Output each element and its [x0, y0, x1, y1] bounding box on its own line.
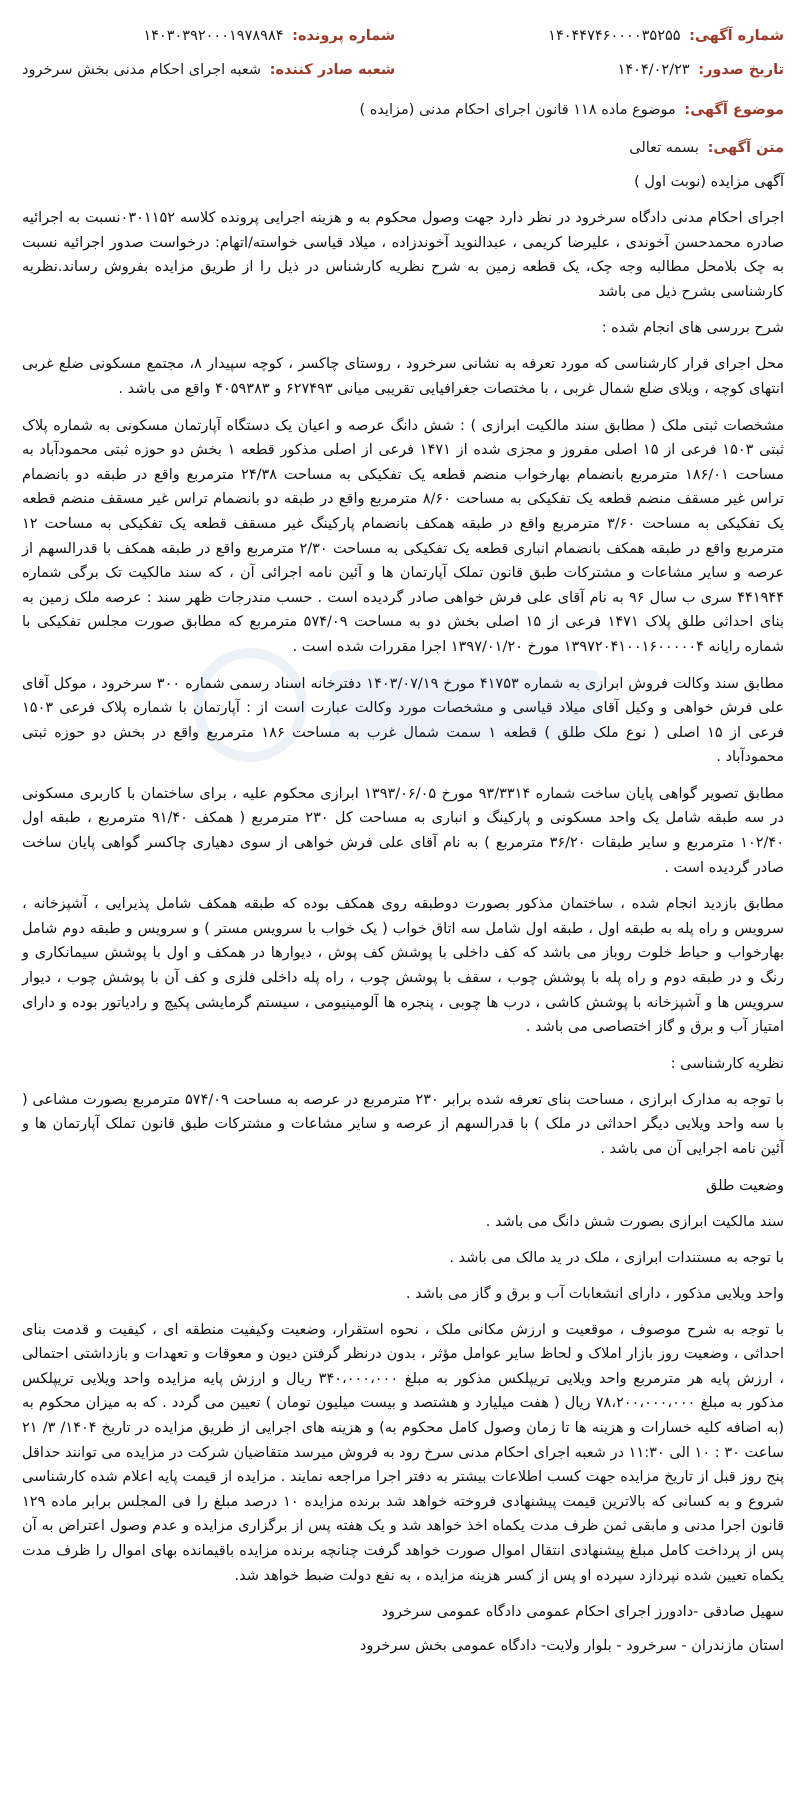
- section-heading-opinion: نظریه کارشناسی :: [670, 1055, 784, 1072]
- notice-subject: [22, 98, 784, 122]
- line-deed: سند مالکیت ابرازی بصورت شش دانگ می باشد .: [485, 1213, 784, 1230]
- case-number: [22, 24, 395, 48]
- body-label: متن آگهی:: [707, 140, 784, 156]
- paragraph-inspection: مطابق بازدید انجام شده ، ساختمان مذکور بصورت دوطبقه روی همکف بوده که طبقه همکف شامل پذیرایی ، آشپزخانه ، سرویس و راه پله به طبقه اول ، طبقه اول شامل سه اتاق خواب ( یک خواب با سرویس مستر ) و سرویس و طبقه دوم شامل بهارخواب و حیاط خلوت روباز می باشد که کف داخلی با پوشش کف پوش ، دیوارها در همکف و اول با پوشش سیمانکاری و رنگ و در طبقه دوم و راه پله با پوشش چوب ، سقف با پوشش چوب ، راه پله داخلی فلزی و کف آن با پوشش چوب ، دیوار سرویس ها و آشپزخانه با پوشش کاشی ، درب ها چوبی ، پنجره ها آلومینیومی ، سیستم گرمایشی پکیچ و رادیاتور بوده و دارای امتیاز آب و برق و گاز اختصاصی می باشد .: [22, 896, 784, 1036]
- issuer: [22, 58, 395, 82]
- issue-date-value: ۱۴۰۴/۰۲/۲۳: [617, 62, 690, 78]
- notice-body-header: [22, 136, 784, 160]
- paragraph-power-of-attorney: مطابق سند وکالت فروش ابرازی به شماره ۴۱۷۵۳ مورخ ۱۴۰۳/۰۷/۱۹ دفترخانه اسناد رسمی شماره ۳۰۰ سرخرود ، موکل آقای علی فرش خواهی و وکیل آقای میلاد قیاسی و مشخصات مورد وکالت عبارت است از : آپارتمان با شماره پلاک فرعی ۱۵۰۳ فرعی از ۱۵ اصلی ( نوع ملک طلق ) قطعه ۱ سمت شمال غرب به مساحت ۱۸۶ مترمربع واقع در بخش دو حوزه ثبتی محمودآباد .: [22, 675, 784, 766]
- section-heading-review: شرح بررسی های انجام شده :: [601, 320, 784, 337]
- body-title: بسمه تعالی: [629, 140, 699, 156]
- issue-date: [548, 58, 784, 82]
- header-meta: [22, 24, 784, 82]
- line-status: وضعیت طلق: [706, 1177, 784, 1194]
- line-utilities: واحد ویلایی مذکور ، دارای انشعابات آب و برق و گاز می باشد .: [405, 1285, 784, 1302]
- subject-label: موضوع آگهی:: [684, 102, 784, 118]
- signature-address: استان مازندران - سرخرود - بلوار ولایت- دادگاه عمومی بخش سرخرود: [359, 1638, 784, 1655]
- ad-number-value: ۱۴۰۴۴۷۴۶۰۰۰۰۳۵۲۵۵: [548, 28, 681, 44]
- header-left-column: [22, 24, 395, 82]
- paragraph-registration: مشخصات ثبتی ملک ( مطابق سند مالکیت ابرازی ) : شش دانگ عرصه و اعیان یک دستگاه آپارتمان مسکونی به شماره پلاک ثبتی ۱۵۰۳ فرعی از ۱۵ اصلی مفروز و مجزی شده از ۱۴۷۱ فرعی از اصلی مذکور قطعه ۱ بخش دو حوزه ثبتی محمودآباد به مساحت ۱۸۶/۰۱ مترمربع بانضمام بهارخواب منضم قطعه یک تفکیکی به مساحت ۲۴/۳۸ مترمربع واقع در طبقه دو بانضمام تراس غیر مسقف منضم قطعه یک تفکیکی به مساحت ۸/۶۰ مترمربع واقع در طبقه دو بانضمام تراس غیر مسقف منضم قطعه یک تفکیکی به مساحت ۳/۶۰ مترمربع واقع در طبقه همکف بانضمام پارکینگ غیر مسقف قطعه یک تفکیکی به مساحت ۱۲ مترمربع واقع در طبقه همکف بانضمام انباری قطعه یک تفکیکی به مساحت ۲/۳۰ مترمربع واقع در طبقه همکف با قدرالسهم از عرصه و سایر مشاعات و مشترکات طبق قانون تملک آپارتمان ها و آئین نامه اجرائی آن ، که سند مالکیت تک برگی شماره ۴۴۱۹۴۴ سری ب سال ۹۶ به نام آقای علی فرش خواهی صادر گردیده است . حسب مندرجات ظهر سند : عرصه ملک زمین به بنای احداثی طلق پلاک ۱۴۷۱ فرعی از ۱۵ اصلی بخش دو به مساحت ۵۷۴/۰۹ مترمربع که مطابق صورت مجلس تفکیکی با شماره رایانه ۱۳۹۷۲۰۴۱۰۰۱۶۰۰۰۰۰۴ مورخ ۱۳۹۷/۰۱/۲۰ اجرا مقررات شده است .: [22, 417, 785, 655]
- paragraph-location: محل اجرای قرار کارشناسی که مورد تعرفه به نشانی سرخرود ، روستای چاکسر ، کوچه سپیدار ۸، مجتمع مسکونی ضلع غربی انتهای کوچه ، ویلای ضلع شمال غربی ، با مختصات جغرافیایی تقریبی میانی ۶۲۷۴۹۳ و ۴۰۵۹۳۸۳ واقع می باشد .: [22, 356, 784, 397]
- ad-number-label: شماره آگهی:: [689, 28, 784, 44]
- line-possession: با توجه به مستندات ابرازی ، ملک در ید مالک می باشد .: [449, 1249, 784, 1266]
- header-right-column: [548, 24, 784, 82]
- subject-text: موضوع ماده ۱۱۸ قانون اجرای احکام مدنی (مزایده ): [359, 102, 676, 118]
- issuer-value: شعبه اجرای احکام مدنی بخش سرخرود: [22, 62, 262, 78]
- signature-name: سهیل صادقی -دادورز اجرای احکام عمومی دادگاه عمومی سرخرود: [381, 1604, 784, 1621]
- paragraph-opinion: با توجه به مدارک ابرازی ، مساحت بنای تعرفه شده برابر ۲۳۰ مترمربع در عرصه به مساحت ۵۷۴/۰۹ مترمربع بصورت مشاعی ( با سه واحد ویلایی دیگر احداثی در ملک ) با قدرالسهم از عرصه و سایر مشاعات و مشترکات طبق قانون تملک آپارتمان ها و آئین نامه اجرایی آن می باشد .: [22, 1091, 785, 1157]
- paragraph-valuation-and-terms: با توجه به شرح موصوف ، موقعیت و ارزش مکانی ملک ، نحوه استقرار، وضعیت وکیفیت منطقه ای ، کیفیت و قدمت بنای احداثی ، وضعیت روز بازار املاک و لحاظ سایر عوامل مؤثر ، بدون درنظر گرفتن دیون و معوقات و تعهدات و بازداشتی احتمالی ، ارزش پایه هر مترمربع واحد ویلایی تریپلکس مذکور به مبلغ ۳۴۰،۰۰۰،۰۰۰ ریال و ارزش پایه مزایده واحد ویلایی تریپلکس مذکور به مبلغ ۷۸،۲۰۰،۰۰۰،۰۰۰ ریال ( هفت میلیارد و هشتصد و بیست میلیون تومان ) تعیین می گردد . که به میزان محکوم به (به اضافه کلیه خسارات و هزینه ها تا زمان وصول کامل محکوم به) و هزینه های اجرایی از طریق مزایده در تاریخ ۱۴۰۴/ ۳/ ۲۱ ساعت ۳۰ : ۱۰ الی ۱۱:۳۰ در شعبه اجرای احکام مدنی سرخ رود به فروش میرسد متقاضیان شرکت در مزایده می توانند حداقل پنج روز قبل از تاریخ مزایده جهت کسب اطلاعات بیشتر به دفتر اجرا مراجعه نمایند . مزایده از قیمت پایه اعلام شده کارشناسی شروع و به کسانی که بالاترین قیمت پیشنهادی فروخته خواهد شد برنده مزایده ۱۰ درصد مبلغ را فی المجلس برابر ماده ۱۲۹ قانون اجرا مدنی و مابقی ثمن ظرف مدت یکماه اخذ خواهد شد و یک هفته پس از برگزاری مزایده و عدم وصول اعتراض به آن پس از پرداخت کامل مبلغ پیشنهادی انتقال اموال صورت خواهد گرفت چنانچه برنده مزایده باقیمانده بهای اموال را ظرف مدت یکماه تعیین شده نپردازد سپرده او پس از کسر هزینه مزایده ، به نفع دولت ضبط خواهد شد.: [22, 1321, 785, 1584]
- issuer-label: شعبه صادر کننده:: [269, 62, 396, 78]
- paragraph-intro: اجرای احکام مدنی دادگاه سرخرود در نظر دارد جهت وصول محکوم به و هزینه اجرایی پرونده کلاسه ۰۳۰۱۱۵۲نسبت به اجرائیه صادره محمدحسن آخوندی ، علیرضا کریمی ، عبدالنوید آخوندزاده ، میلاد قیاسی خواسته/اتهام: درخواست صدور اجرائیه نسبت به چک بلامحل مطالبه وجه چک، یک قطعه زمین به شرح نظریه کارشناس در ذیل را از طریق مزایده بفروش رساند.نظریه کارشناسی بشرح ذیل می باشد: [22, 210, 784, 300]
- case-number-label: شماره پرونده:: [292, 28, 396, 44]
- ad-number: [548, 24, 784, 48]
- issue-date-label: تاریخ صدور:: [698, 62, 784, 78]
- case-number-value: ۱۴۰۳۰۳۹۲۰۰۰۱۹۷۸۹۸۴: [143, 28, 284, 44]
- notice-content: [22, 170, 784, 1588]
- paragraph-completion-certificate: مطابق تصویر گواهی پایان ساخت شماره ۹۳/۳۳۱۴ مورخ ۱۳۹۳/۰۶/۰۵ ابرازی محکوم علیه ، برای ساختمان با کاربری مسکونی در سه طبقه شامل یک واحد مسکونی و پارکینگ و انباری به مساحت کل ۲۳۰ مترمربع ( همکف ۹۱/۴۰ مترمربع ، طبقه اول ۱۰۲/۴۰ مترمربع و سایر طبقات ۳۶/۲۰ مترمربع ) به نام آقای علی فرش خواهی از سوی دهیاری چاکسر گواهی پایان ساخت صادر گردیده است .: [22, 785, 785, 876]
- auction-title: آگهی مزایده (نوبت اول ): [634, 174, 784, 190]
